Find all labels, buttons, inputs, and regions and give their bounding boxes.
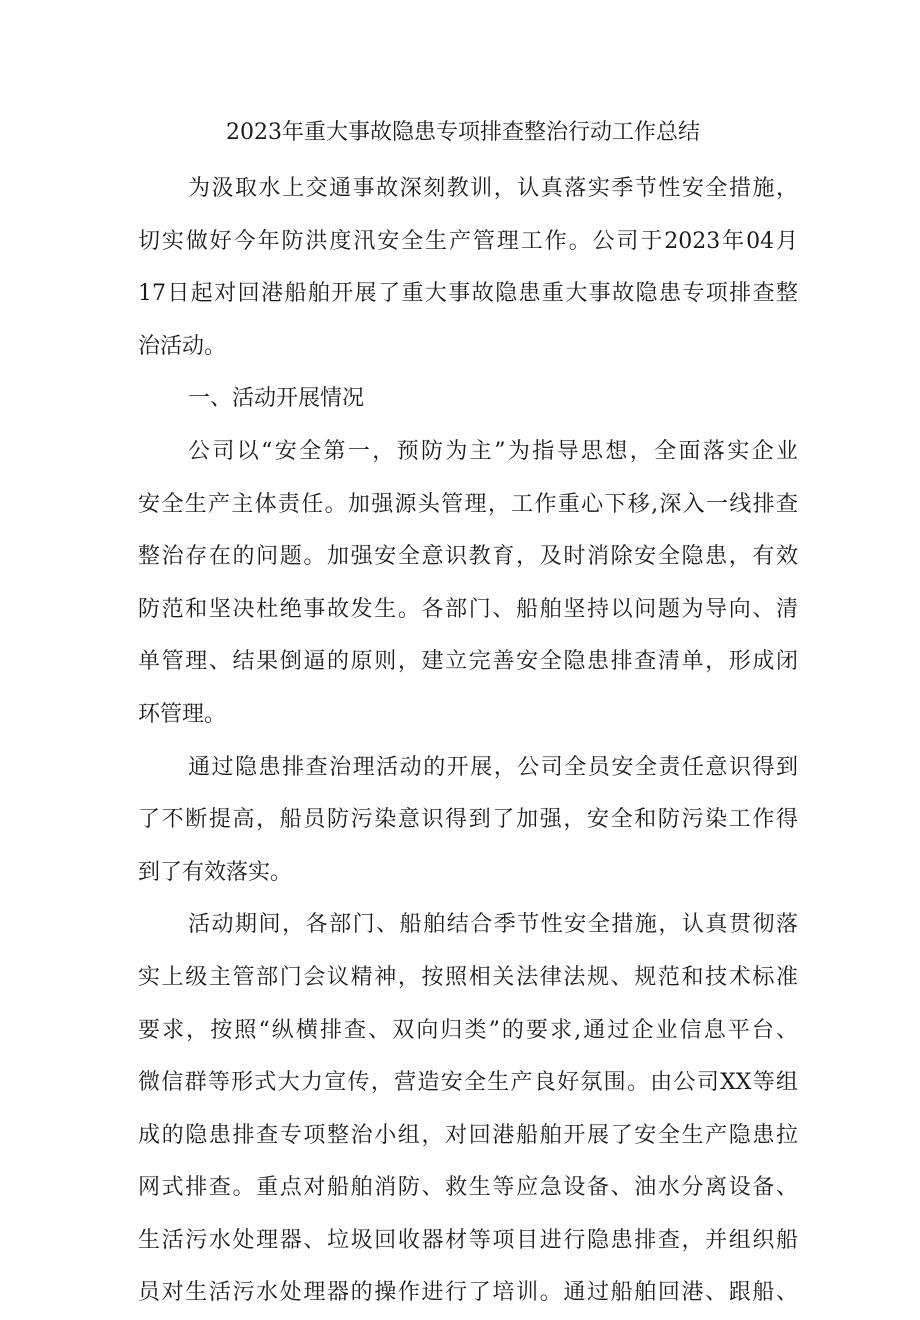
text-line: 一、活动开展情况: [188, 386, 365, 412]
text-line: 微信群等形式大力宣传，营造安全生产良好氛围。由公司XX等组: [138, 1070, 798, 1096]
text-line: 单管理、结果倒逼的原则，建立完善安全隐患排查清单，形成闭: [138, 649, 798, 675]
text-line: 生活污水处理器、垃圾回收器材等项目进行隐患排查，并组织船: [138, 1227, 798, 1253]
text-line: 切实做好今年防洪度汛安全生产管理工作。公司于2023年04月: [138, 228, 798, 254]
text-line: 防范和坚决杜绝事故发生。各部门、船舶坚持以问题为导向、清: [138, 596, 798, 622]
text-line: 员对生活污水处理器的操作进行了培训。通过船舶回港、跟船、: [138, 1280, 798, 1306]
text-line: 17日起对回港船舶开展了重大事故隐患重大事故隐患专项排查整: [138, 281, 798, 307]
text-line: 安全生产主体责任。加强源头管理，工作重心下移,深入一线排查: [138, 491, 798, 517]
text-line: 环管理。: [138, 701, 227, 727]
document-title: 2023年重大事故隐患专项排查整治行动工作总结: [226, 120, 700, 145]
text-line: 治活动。: [138, 333, 227, 359]
text-line: 到了有效落实。: [138, 859, 293, 885]
text-line: 整治存在的问题。加强安全意识教育，及时消除安全隐患，有效: [138, 544, 798, 570]
text-line: 活动期间，各部门、船舶结合季节性安全措施，认真贯彻落: [188, 912, 798, 938]
text-line: 要求，按照“纵横排查、双向归类”的要求,通过企业信息平台、: [138, 1017, 798, 1043]
document-body: [138, 163, 798, 1320]
text-line: 成的隐患排查专项整治小组，对回港船舶开展了安全生产隐患拉: [138, 1122, 798, 1148]
text-line: 公司以“安全第一，预防为主”为指导思想，全面落实企业: [188, 438, 798, 464]
text-line: 了不断提高，船员防污染意识得到了加强，安全和防污染工作得: [138, 807, 798, 833]
text-line: 网式排查。重点对船舶消防、救生等应急设备、油水分离设备、: [138, 1175, 798, 1201]
text-line: 为汲取水上交通事故深刻教训，认真落实季节性安全措施，: [188, 176, 798, 201]
text-line: 实上级主管部门会议精神，按照相关法律法规、规范和技术标准: [138, 964, 798, 990]
text-line: 通过隐患排查治理活动的开展，公司全员安全责任意识得到: [188, 754, 798, 780]
